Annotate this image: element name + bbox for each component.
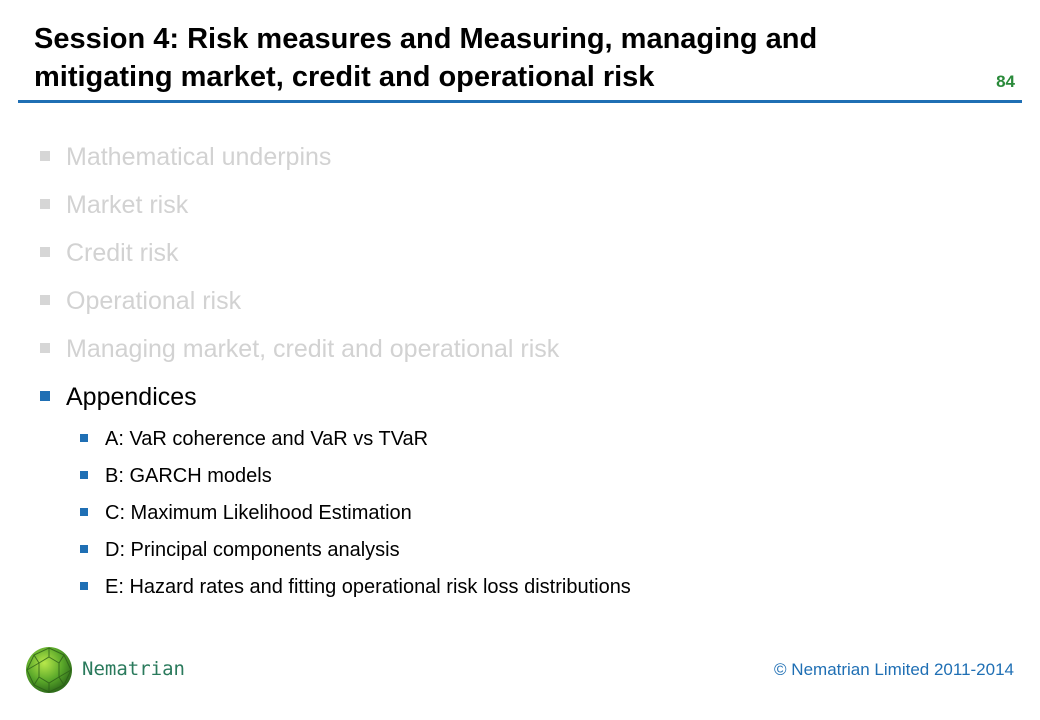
square-bullet-icon	[40, 391, 50, 401]
outline-item-label: Credit risk	[66, 239, 179, 267]
square-bullet-icon	[40, 247, 50, 257]
appendix-item-label: C: Maximum Likelihood Estimation	[105, 502, 412, 524]
square-bullet-icon	[40, 199, 50, 209]
appendix-item-label: B: GARCH models	[105, 465, 272, 487]
title-divider	[18, 100, 1022, 103]
square-bullet-icon	[40, 151, 50, 161]
appendix-item-a	[80, 424, 428, 454]
appendix-item-c	[80, 498, 412, 528]
appendix-item-b	[80, 461, 272, 491]
outline-item-market-risk	[40, 187, 188, 223]
appendix-item-label: A: VaR coherence and VaR vs TVaR	[105, 428, 429, 450]
square-bullet-icon	[80, 471, 88, 479]
square-bullet-icon	[40, 295, 50, 305]
appendix-item-label: E: Hazard rates and fitting operational risk loss distributions	[105, 576, 631, 598]
outline-item-managing-risk	[40, 331, 559, 367]
outline-item-label: Operational risk	[66, 287, 242, 315]
square-bullet-icon	[80, 434, 88, 442]
brand-name: Nematrian	[82, 658, 185, 680]
outline-item-label: Market risk	[66, 191, 189, 219]
square-bullet-icon	[80, 508, 88, 516]
outline-item-label: Managing market, credit and operational risk	[66, 335, 560, 363]
copyright-notice: © Nematrian Limited 2011-2014	[774, 660, 1014, 679]
square-bullet-icon	[40, 343, 50, 353]
slide-title-line-2: mitigating market, credit and operational risk	[34, 61, 655, 93]
green-polyhedron-icon	[24, 645, 74, 695]
slide-title	[34, 20, 934, 96]
appendix-item-label: D: Principal components analysis	[105, 539, 400, 561]
square-bullet-icon	[80, 582, 88, 590]
appendix-item-e	[80, 572, 631, 602]
outline-item-operational-risk	[40, 283, 241, 319]
outline-item-mathematical-underpins	[40, 139, 331, 175]
page-number: 84	[996, 72, 1015, 91]
outline-item-label: Appendices	[66, 383, 197, 411]
slide-title-line-1: Session 4: Risk measures and Measuring, managing and	[34, 23, 818, 55]
outline-item-credit-risk	[40, 235, 179, 271]
outline-item-label: Mathematical underpins	[66, 143, 332, 171]
square-bullet-icon	[80, 545, 88, 553]
appendix-item-d	[80, 535, 400, 565]
outline-item-appendices	[40, 379, 197, 415]
